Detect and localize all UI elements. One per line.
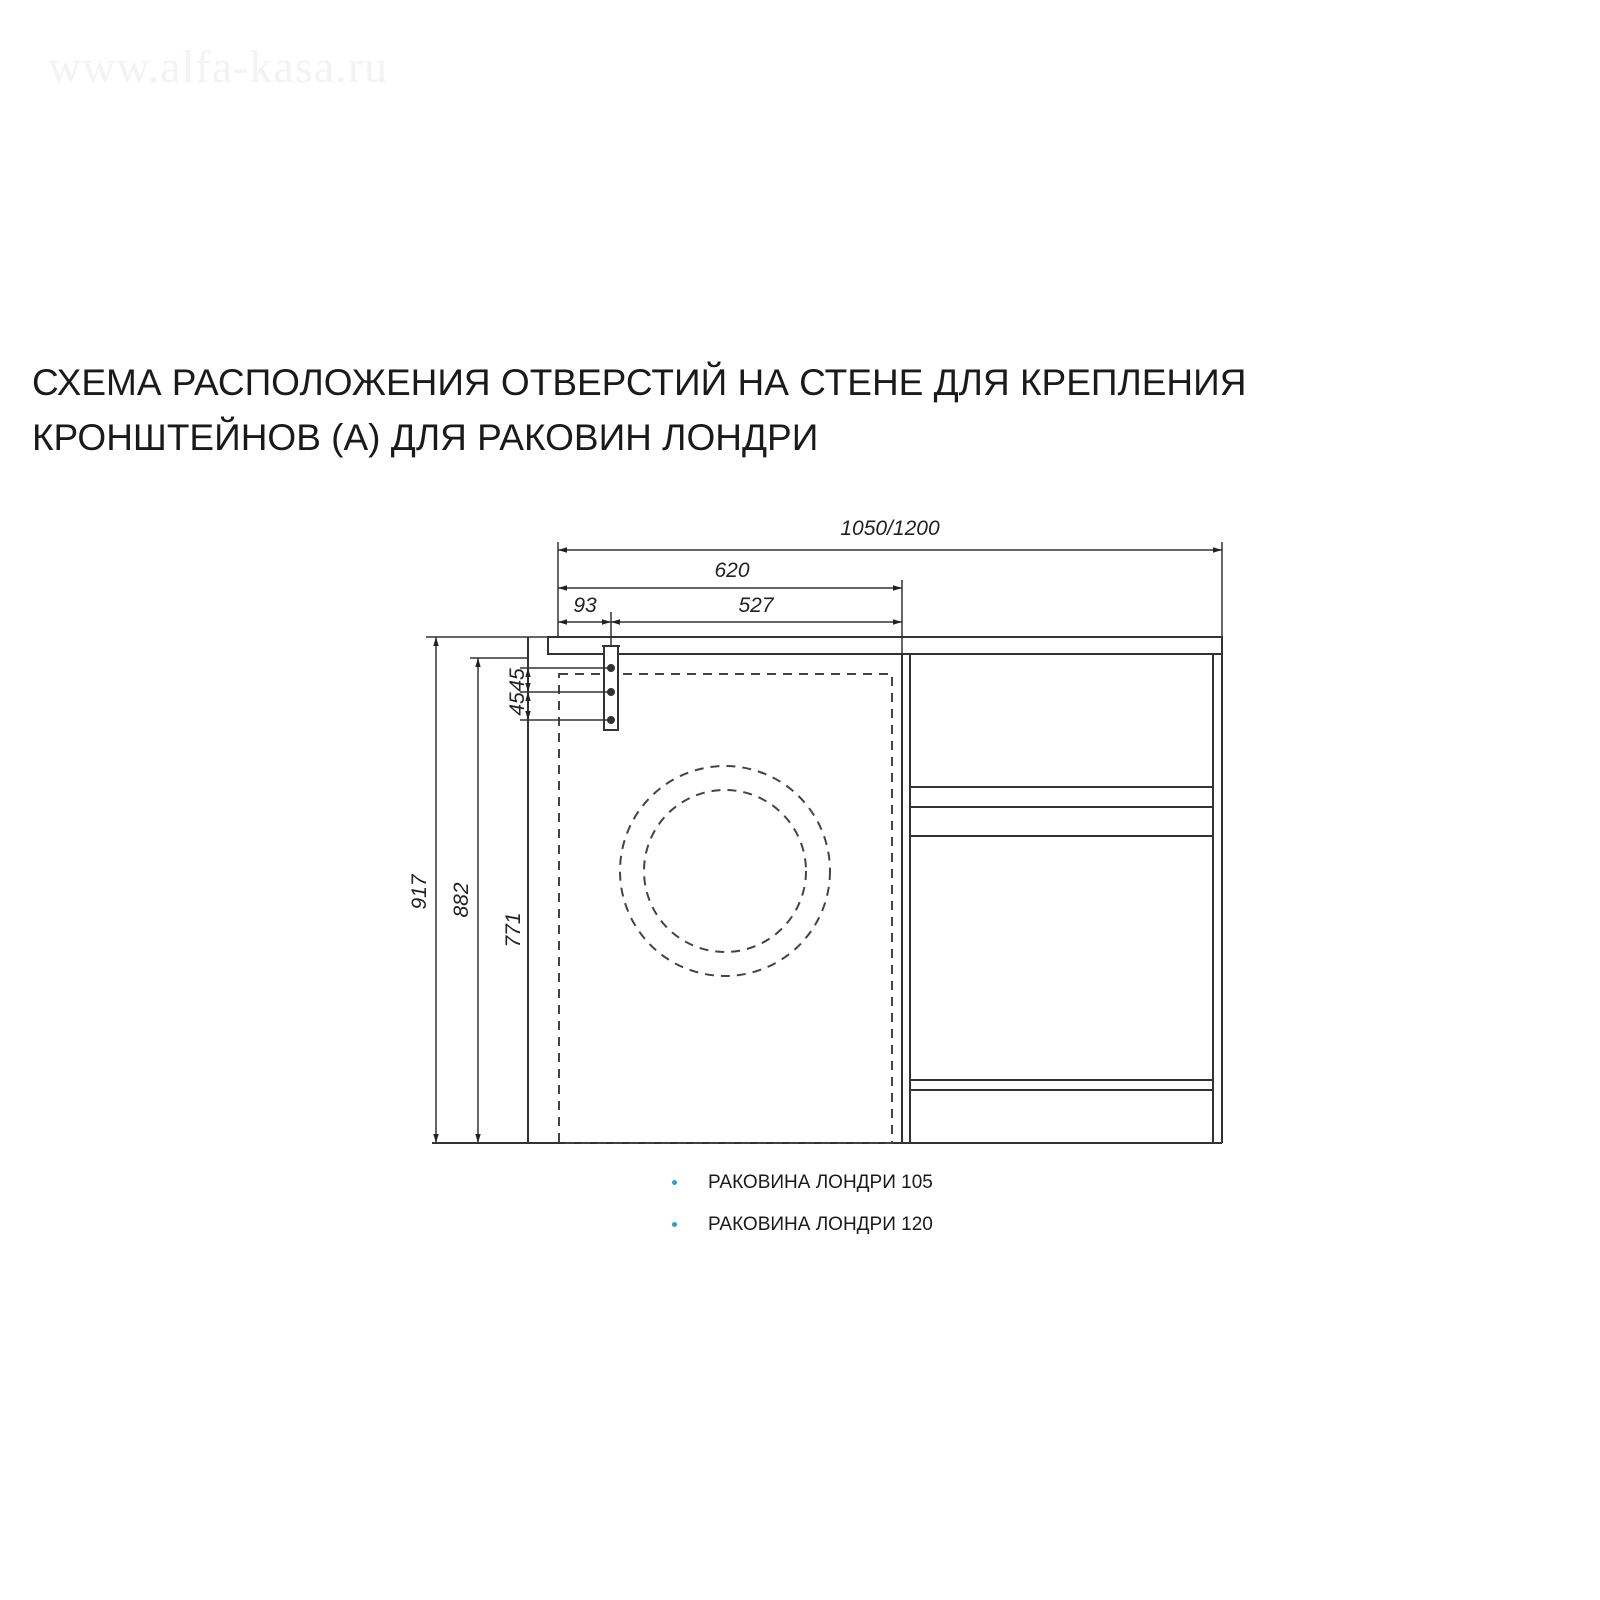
legend-item-label: РАКОВИНА ЛОНДРИ 105 [708, 1172, 933, 1193]
title-line-1: СХЕМА РАСПОЛОЖЕНИЯ ОТВЕРСТИЙ НА СТЕНЕ ДЛЯ КРЕПЛЕНИЯ [32, 362, 1247, 403]
washer-door-inner [644, 790, 806, 952]
legend-item [668, 1172, 933, 1214]
cabinet-outline [432, 637, 1222, 1143]
dim-label-771: 771 [502, 912, 525, 948]
dim-label-882: 882 [450, 882, 473, 918]
dim-label-917: 917 [408, 874, 431, 910]
legend-list [668, 1172, 933, 1256]
countertop [548, 637, 1222, 654]
dim-label-bracket-to-edge: 527 [738, 594, 774, 617]
legend-item-label: РАКОВИНА ЛОНДРИ 120 [708, 1214, 933, 1235]
bracket-a [602, 646, 620, 730]
dim-label-left-section: 620 [714, 559, 750, 582]
washer-door-outer [620, 766, 830, 976]
legend-item [668, 1214, 933, 1256]
washing-machine-outline [559, 674, 892, 1143]
bullet-icon [672, 1222, 677, 1227]
dim-label-hole-spacing-b: 45 [506, 668, 529, 692]
title-line-2: КРОНШТЕЙНОВ (А) ДЛЯ РАКОВИН ЛОНДРИ [32, 417, 819, 458]
bullet-icon [672, 1180, 677, 1185]
dim-label-total-width: 1050/1200 [840, 517, 940, 540]
dim-label-hole-spacing-a: 45 [506, 692, 529, 716]
dim-label-bracket-offset: 93 [573, 594, 597, 617]
washing-machine-body [559, 674, 892, 1143]
watermark: www.alfa-kasa.ru [48, 41, 388, 92]
